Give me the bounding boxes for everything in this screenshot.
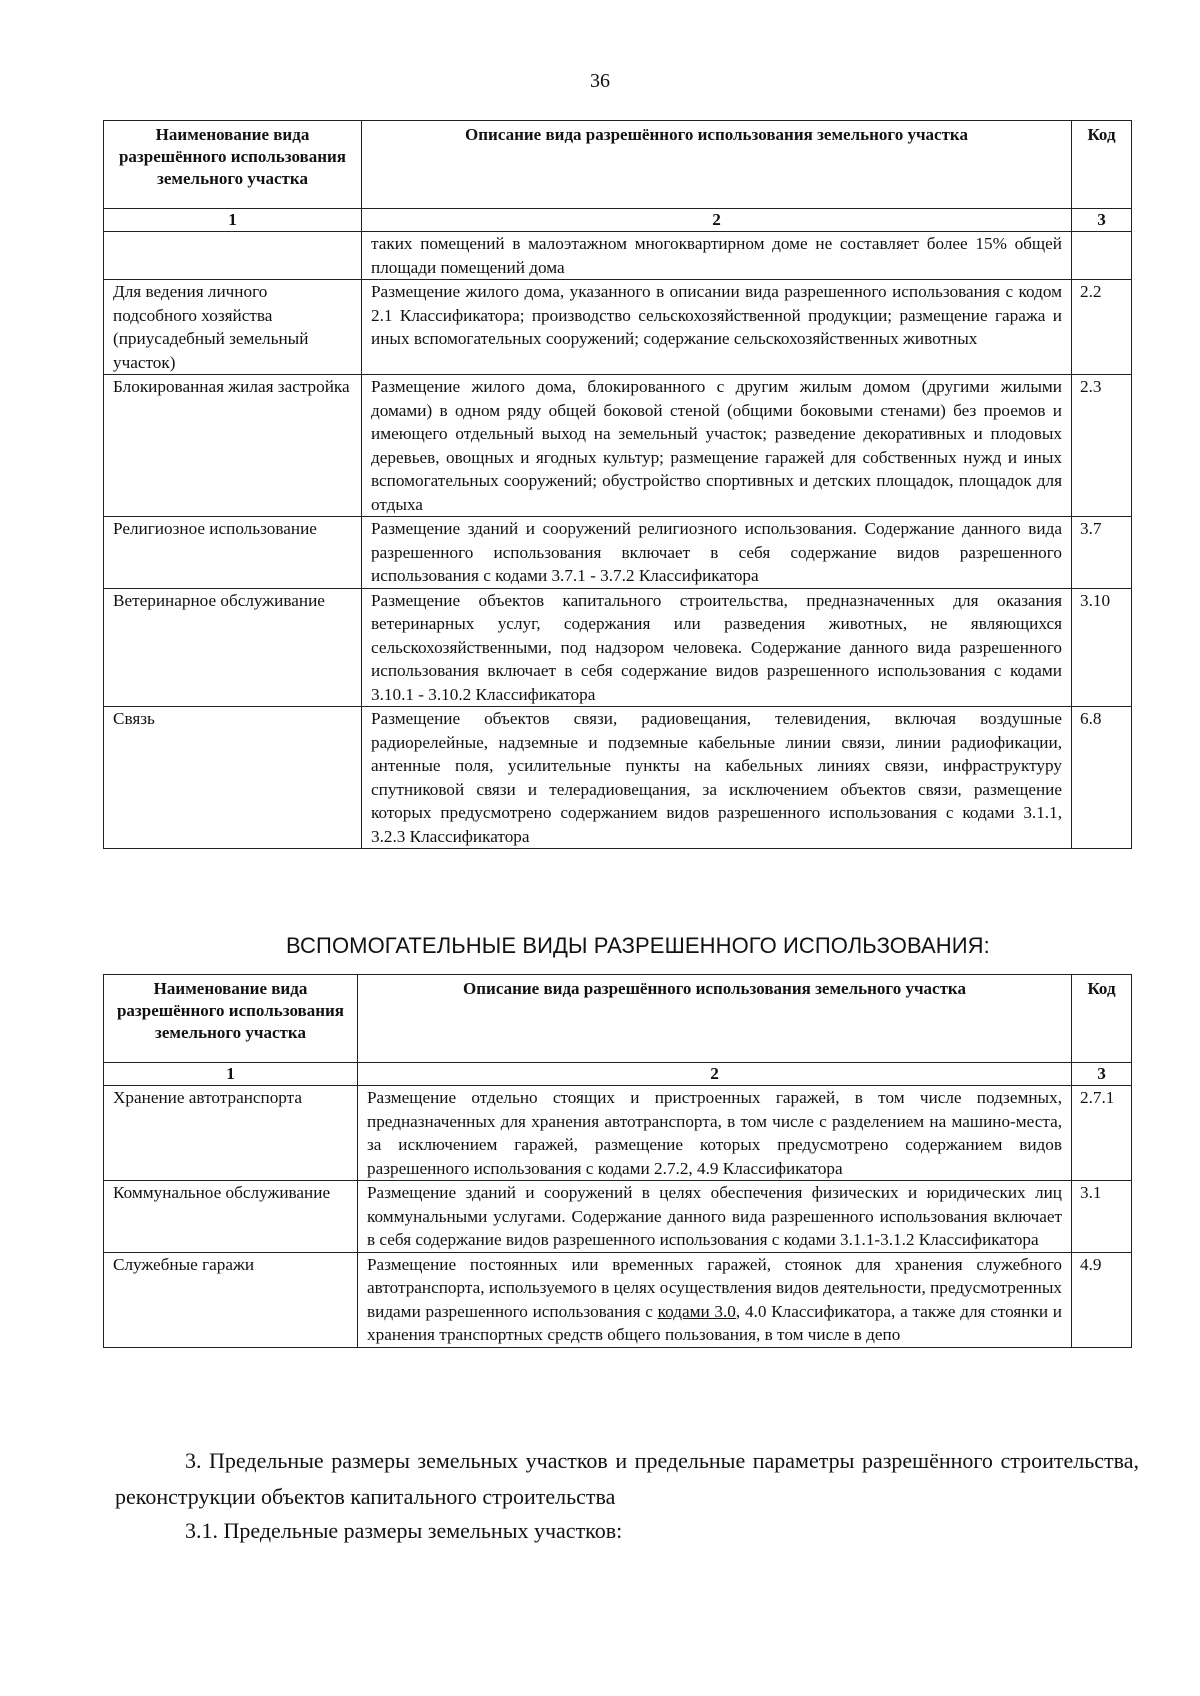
use-description bbox=[358, 1252, 1072, 1347]
use-description: Размещение зданий и сооружений религиозного использования. Содержание данного вида разрешенного использования включает в себя содержание видов разрешенного использования с кодами 3.7.1 - 3.7.2 Классификатора bbox=[362, 517, 1072, 589]
table-row bbox=[104, 588, 1132, 707]
column-number: 1 bbox=[104, 1063, 358, 1086]
use-description: Размещение жилого дома, блокированного с другим жилым домом (другими жилыми домами) в одном ряду общей боковой стеной (общими боковыми стенами) без проемов и имеющего отдельный выход на земельный участок; разведение декоративных и плодовых деревьев, овощных и ягодных культур; размещение гаражей для собственных нужд и иных вспомогательных сооружений; обустройство спортивных и детских площадок, площадок для отдыха bbox=[362, 375, 1072, 517]
use-description: Размещение зданий и сооружений в целях обеспечения физических и юридических лиц коммунальными услугами. Содержание данного вида разрешенного использования включает в себя содержание видов разрешенного использования с кодами 3.1.1-3.1.2 Классификатора bbox=[358, 1181, 1072, 1253]
use-code: 6.8 bbox=[1072, 707, 1132, 849]
use-name: Религиозное использование bbox=[104, 517, 362, 589]
table-row bbox=[104, 280, 1132, 375]
table-row bbox=[104, 375, 1132, 517]
use-name: Ветеринарное обслуживание bbox=[104, 588, 362, 707]
column-number: 3 bbox=[1072, 1063, 1132, 1086]
use-name: Связь bbox=[104, 707, 362, 849]
section-heading: ВСПОМОГАТЕЛЬНЫЕ ВИДЫ РАЗРЕШЕННОГО ИСПОЛЬЗОВАНИЯ: bbox=[286, 933, 990, 958]
column-number: 1 bbox=[104, 209, 362, 232]
use-description: Размещение объектов связи, радиовещания, телевидения, включая воздушные радиорелейные, надземные и подземные кабельные линии связи, линии радиофикации, антенные поля, усилительные пункты на кабельных линиях связи, инфраструктуру спутниковой связи и телерадиовещания, за исключением объектов связи, размещение которых предусмотрено содержанием видов разрешенного использования с кодами 3.1.1, 3.2.3 Классификатора bbox=[362, 707, 1072, 849]
main-uses-table bbox=[103, 120, 1132, 849]
header-code: Код bbox=[1072, 975, 1132, 1063]
column-number: 2 bbox=[362, 209, 1072, 232]
table-row bbox=[104, 707, 1132, 849]
paragraph-limit-sizes: 3. Предельные размеры земельных участков и предельные параметры разрешённого строительства, реконструкции объектов капитального строительства bbox=[115, 1448, 1139, 1509]
use-name: Блокированная жилая застройка bbox=[104, 375, 362, 517]
table-row bbox=[104, 1086, 1132, 1181]
use-name: Для ведения личного подсобного хозяйства (приусадебный земельный участок) bbox=[104, 280, 362, 375]
use-description: Размещение жилого дома, указанного в описании вида разрешенного использования с кодом 2.1 Классификатора; производство сельскохозяйственной продукции; размещение гаража и иных вспомогательных сооружений; содержание сельскохозяйственных животных bbox=[362, 280, 1072, 375]
use-name: Хранение автотранспорта bbox=[104, 1086, 358, 1181]
use-code: 3.7 bbox=[1072, 517, 1132, 589]
table-row bbox=[104, 1181, 1132, 1253]
use-description: Размещение отдельно стоящих и пристроенных гаражей, в том числе подземных, предназначенных для хранения автотранспорта, в том числе с разделением на машино-места, за исключением гаражей, размещение которых предусмотрено содержанием видов разрешенного использования с кодами 2.7.2, 4.9 Классификатора bbox=[358, 1086, 1072, 1181]
column-number: 3 bbox=[1072, 209, 1132, 232]
use-code: 2.3 bbox=[1072, 375, 1132, 517]
use-code: 3.10 bbox=[1072, 588, 1132, 707]
use-description: Размещение объектов капитального строительства, предназначенных для оказания ветеринарных услуг, содержания или разведения животных, не являющихся сельскохозяйственными, под надзором человека. Содержание данного вида разрешенного использования включает в себя содержание видов разрешенного использования с кодами 3.10.1 - 3.10.2 Классификатора bbox=[362, 588, 1072, 707]
use-name bbox=[104, 232, 362, 280]
use-code: 4.9 bbox=[1072, 1252, 1132, 1347]
auxiliary-uses-table bbox=[103, 974, 1132, 1348]
use-code bbox=[1072, 232, 1132, 280]
use-name: Коммунальное обслуживание bbox=[104, 1181, 358, 1253]
description-text: Размещение постоянных или временных гаражей, стоянок для хранения служебного автотранспорта, используемого в целях осуществления видов деятельности, предусмотренных видами разрешенного использования с bbox=[367, 1254, 1062, 1321]
description-text: , 4.0 Классификатора, а также для стоянки и хранения транспортных средств общего пользования, в том числе в депо bbox=[367, 1301, 1062, 1344]
table-row bbox=[104, 232, 1132, 280]
code-reference: кодами 3.0 bbox=[657, 1301, 736, 1321]
header-name: Наименование вида разрешённого использования земельного участка bbox=[104, 121, 362, 209]
header-description: Описание вида разрешённого использования земельного участка bbox=[362, 121, 1072, 209]
use-name: Служебные гаражи bbox=[104, 1252, 358, 1347]
table-row bbox=[104, 1252, 1132, 1347]
header-name: Наименование вида разрешённого использования земельного участка bbox=[104, 975, 358, 1063]
use-code: 2.2 bbox=[1072, 280, 1132, 375]
column-number: 2 bbox=[358, 1063, 1072, 1086]
paragraph-plot-sizes: 3.1. Предельные размеры земельных участков: bbox=[185, 1518, 623, 1543]
use-code: 2.7.1 bbox=[1072, 1086, 1132, 1181]
header-description: Описание вида разрешённого использования земельного участка bbox=[358, 975, 1072, 1063]
header-code: Код bbox=[1072, 121, 1132, 209]
use-code: 3.1 bbox=[1072, 1181, 1132, 1253]
page-number: 36 bbox=[590, 70, 610, 92]
table-row bbox=[104, 517, 1132, 589]
use-description: таких помещений в малоэтажном многоквартирном доме не составляет более 15% общей площади помещений дома bbox=[362, 232, 1072, 280]
